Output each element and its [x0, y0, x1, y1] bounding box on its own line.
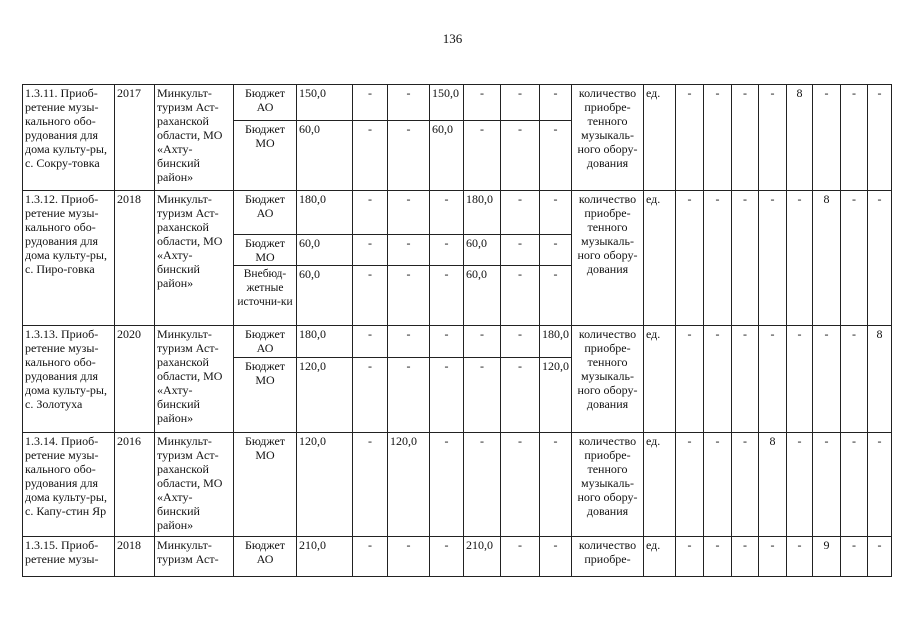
funding-2017-cell: - [388, 266, 430, 326]
target-value-cell: - [841, 537, 868, 577]
target-value-cell: - [704, 433, 732, 537]
table-row [23, 85, 892, 121]
funding-source-cell: Внебюд-жетные источни-ки [234, 266, 297, 326]
funding-2020-cell: - [501, 537, 540, 577]
target-value-cell: 8 [759, 433, 787, 537]
target-value-cell: - [676, 537, 704, 577]
funding-2019-cell: - [464, 358, 501, 433]
executor-cell: Минкульт-туризм Аст-раханской области, МО «Ахту-бинский район» [155, 85, 234, 191]
funding-2021-cell: - [540, 266, 572, 326]
target-value-cell: - [732, 537, 759, 577]
target-value-cell: - [676, 85, 704, 191]
page-number: 136 [442, 31, 463, 46]
target-value-cell: - [704, 85, 732, 191]
program-activities-table [22, 84, 892, 577]
funding-2016-cell: - [353, 358, 388, 433]
target-value-cell: - [787, 326, 813, 433]
funding-2018-cell: 60,0 [430, 121, 464, 191]
funding-total-cell: 210,0 [297, 537, 353, 577]
funding-2021-cell: - [540, 191, 572, 235]
target-value-cell: - [868, 191, 892, 326]
funding-total-cell: 120,0 [297, 433, 353, 537]
target-value-cell: - [841, 85, 868, 191]
funding-total-cell: 180,0 [297, 191, 353, 235]
funding-2018-cell: - [430, 433, 464, 537]
funding-2019-cell: - [464, 326, 501, 358]
target-value-cell: - [813, 433, 841, 537]
funding-source-cell: Бюджет АО [234, 326, 297, 358]
funding-2016-cell: - [353, 121, 388, 191]
target-value-cell: - [841, 191, 868, 326]
funding-total-cell: 60,0 [297, 266, 353, 326]
funding-2017-cell: - [388, 326, 430, 358]
executor-cell: Минкульт-туризм Аст-раханской области, МО «Ахту-бинский район» [155, 326, 234, 433]
unit-cell: ед. [644, 537, 676, 577]
table-row [23, 326, 892, 358]
year-cell: 2020 [115, 326, 155, 433]
indicator-cell: количество приобре-тенного музыкаль-ного обору-дования [572, 191, 644, 326]
year-cell: 2018 [115, 537, 155, 577]
target-value-cell: - [676, 326, 704, 433]
indicator-cell: количество приобре-тенного музыкаль-ного обору-дования [572, 85, 644, 191]
funding-2017-cell: 120,0 [388, 433, 430, 537]
target-value-cell: - [704, 326, 732, 433]
funding-2017-cell: - [388, 121, 430, 191]
funding-2016-cell: - [353, 537, 388, 577]
funding-2016-cell: - [353, 266, 388, 326]
funding-2018-cell: - [430, 191, 464, 235]
funding-2020-cell: - [501, 85, 540, 121]
funding-2021-cell: - [540, 85, 572, 121]
target-value-cell: - [732, 433, 759, 537]
indicator-cell: количество приобре-тенного музыкаль-ного обору-дования [572, 433, 644, 537]
funding-2018-cell: - [430, 266, 464, 326]
target-value-cell: 8 [787, 85, 813, 191]
funding-2018-cell: - [430, 358, 464, 433]
target-value-cell: - [759, 85, 787, 191]
activity-name-cell: 1.3.15. Приоб-ретение музы- [23, 537, 115, 577]
funding-2021-cell: - [540, 433, 572, 537]
target-value-cell: 9 [813, 537, 841, 577]
target-value-cell: 8 [868, 326, 892, 433]
unit-cell: ед. [644, 433, 676, 537]
table-row [23, 537, 892, 577]
year-cell: 2018 [115, 191, 155, 326]
funding-2020-cell: - [501, 326, 540, 358]
target-value-cell: - [841, 433, 868, 537]
table-row [23, 433, 892, 537]
target-value-cell: - [759, 326, 787, 433]
target-value-cell: - [787, 433, 813, 537]
funding-2019-cell: 60,0 [464, 235, 501, 266]
target-value-cell: - [676, 433, 704, 537]
funding-2017-cell: - [388, 235, 430, 266]
funding-source-cell: Бюджет АО [234, 85, 297, 121]
funding-2017-cell: - [388, 537, 430, 577]
funding-2017-cell: - [388, 358, 430, 433]
target-value-cell: - [759, 537, 787, 577]
funding-2020-cell: - [501, 235, 540, 266]
funding-source-cell: Бюджет МО [234, 358, 297, 433]
funding-2018-cell: - [430, 235, 464, 266]
funding-source-cell: Бюджет МО [234, 121, 297, 191]
target-value-cell: - [704, 537, 732, 577]
funding-2019-cell: - [464, 121, 501, 191]
target-value-cell: - [813, 85, 841, 191]
target-value-cell: - [787, 191, 813, 326]
funding-total-cell: 180,0 [297, 326, 353, 358]
executor-cell: Минкульт-туризм Аст- [155, 537, 234, 577]
funding-2020-cell: - [501, 266, 540, 326]
target-value-cell: - [676, 191, 704, 326]
funding-2017-cell: - [388, 191, 430, 235]
target-value-cell: - [841, 326, 868, 433]
funding-source-cell: Бюджет АО [234, 191, 297, 235]
target-value-cell: - [868, 433, 892, 537]
funding-2019-cell: - [464, 85, 501, 121]
funding-total-cell: 120,0 [297, 358, 353, 433]
target-value-cell: - [759, 191, 787, 326]
year-cell: 2016 [115, 433, 155, 537]
target-value-cell: 8 [813, 191, 841, 326]
activity-name-cell: 1.3.12. Приоб-ретение музы-кального обо-рудования для дома культу-ры, с. Пиро-говка [23, 191, 115, 326]
activity-name-cell: 1.3.14. Приоб-ретение музы-кального обо-рудования для дома культу-ры, с. Капу-стин Яр [23, 433, 115, 537]
funding-2016-cell: - [353, 326, 388, 358]
funding-source-cell: Бюджет АО [234, 537, 297, 577]
target-value-cell: - [732, 85, 759, 191]
funding-2016-cell: - [353, 433, 388, 537]
funding-2018-cell: - [430, 326, 464, 358]
target-value-cell: - [813, 326, 841, 433]
unit-cell: ед. [644, 326, 676, 433]
funding-total-cell: 60,0 [297, 121, 353, 191]
funding-2020-cell: - [501, 433, 540, 537]
funding-2018-cell: - [430, 537, 464, 577]
year-cell: 2017 [115, 85, 155, 191]
funding-2021-cell: - [540, 537, 572, 577]
target-value-cell: - [868, 85, 892, 191]
executor-cell: Минкульт-туризм Аст-раханской области, МО «Ахту-бинский район» [155, 191, 234, 326]
table-row [23, 191, 892, 235]
executor-cell: Минкульт-туризм Аст-раханской области, МО «Ахту-бинский район» [155, 433, 234, 537]
activity-name-cell: 1.3.11. Приоб-ретение музы-кального обо-рудования для дома культу-ры, с. Сокру-товка [23, 85, 115, 191]
funding-total-cell: 150,0 [297, 85, 353, 121]
funding-2020-cell: - [501, 191, 540, 235]
target-value-cell: - [868, 537, 892, 577]
activity-name-cell: 1.3.13. Приоб-ретение музы-кального обо-рудования для дома культу-ры, с. Золотуха [23, 326, 115, 433]
target-value-cell: - [732, 191, 759, 326]
funding-2019-cell: 180,0 [464, 191, 501, 235]
funding-2021-cell: - [540, 121, 572, 191]
funding-2020-cell: - [501, 121, 540, 191]
funding-source-cell: Бюджет МО [234, 235, 297, 266]
funding-2016-cell: - [353, 191, 388, 235]
funding-2019-cell: 210,0 [464, 537, 501, 577]
target-value-cell: - [704, 191, 732, 326]
funding-2016-cell: - [353, 235, 388, 266]
target-value-cell: - [787, 537, 813, 577]
funding-total-cell: 60,0 [297, 235, 353, 266]
funding-2019-cell: - [464, 433, 501, 537]
funding-2021-cell: - [540, 235, 572, 266]
funding-2020-cell: - [501, 358, 540, 433]
unit-cell: ед. [644, 191, 676, 326]
funding-2017-cell: - [388, 85, 430, 121]
funding-2018-cell: 150,0 [430, 85, 464, 121]
unit-cell: ед. [644, 85, 676, 191]
funding-2019-cell: 60,0 [464, 266, 501, 326]
funding-2021-cell: 120,0 [540, 358, 572, 433]
indicator-cell: количество приобре-тенного музыкаль-ного обору-дования [572, 326, 644, 433]
funding-source-cell: Бюджет МО [234, 433, 297, 537]
indicator-cell: количество приобре- [572, 537, 644, 577]
funding-2021-cell: 180,0 [540, 326, 572, 358]
funding-2016-cell: - [353, 85, 388, 121]
target-value-cell: - [732, 326, 759, 433]
